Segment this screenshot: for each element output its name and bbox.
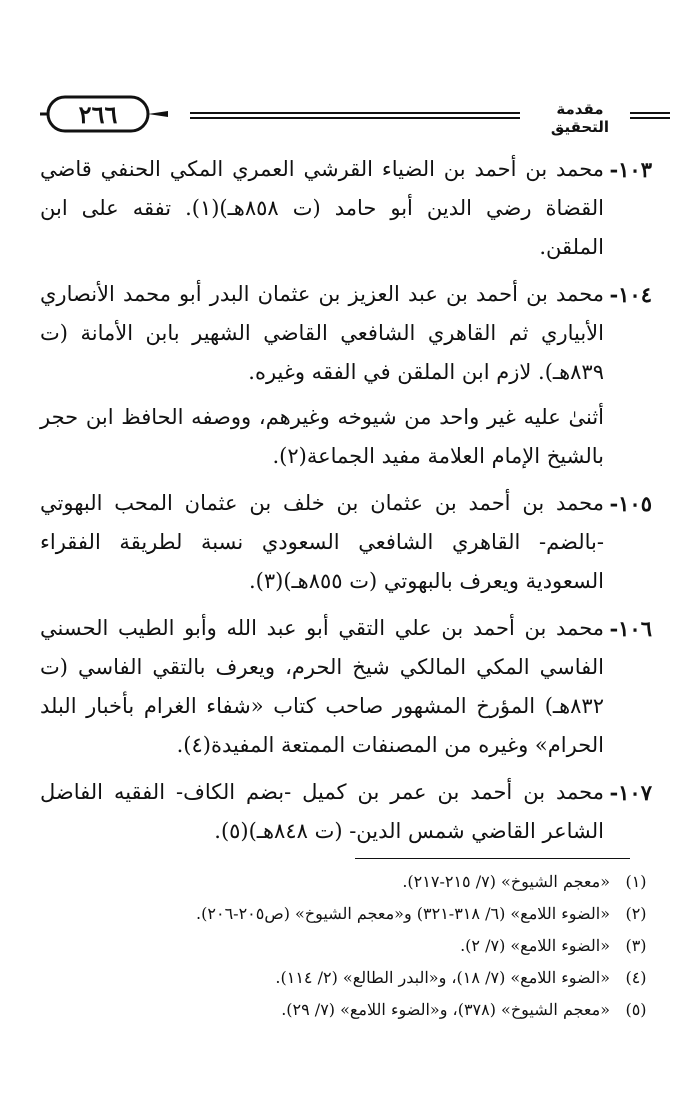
footnote-number: (١): [625, 872, 647, 891]
entry-extra-text: أثنىٰ عليه غير واحد من شيوخه وغيرهم، ووصفه الحافظ ابن حجر بالشيخ الإمام العلامة مفيد الجماعة(٢).: [40, 405, 604, 468]
header-title: مقدمة التحقيق: [550, 100, 610, 136]
entry-text: محمد بن أحمد بن عبد العزيز بن عثمان البدر أبو محمد الأنصاري الأبياري ثم القاهري الشافعي القاضي الشهير بابن الأمانة (ت ٨٣٩هـ). لازم ابن الملقن في الفقه وغيره.: [40, 282, 604, 384]
entry-number: ١٠٤-: [609, 282, 652, 307]
header-rule-short: [630, 112, 670, 114]
page-number: ٢٦٦: [78, 99, 118, 129]
entry-text: محمد بن أحمد بن الضياء القرشي العمري المكي الحنفي قاضي القضاة رضي الدين أبو حامد (ت ٨٥٨هـ)(١). تفقه على ابن الملقن.: [40, 157, 604, 259]
footnote: [40, 866, 652, 898]
footnote: [40, 994, 652, 1026]
footnote-separator: [355, 858, 630, 859]
footnote-text: «الضوء اللامع» (٧/ ٢).: [460, 936, 610, 955]
entry: [40, 609, 652, 765]
main-text: [40, 150, 652, 859]
footnote-number: (٥): [625, 1000, 647, 1019]
entry: [40, 275, 652, 476]
entry: [40, 773, 652, 851]
entry-number: ١٠٣-: [609, 157, 652, 182]
footnotes: [40, 866, 652, 1026]
footnote-text: «الضوء اللامع» (٧/ ١٨)، و«البدر الطالع» (٢/ ١١٤).: [275, 968, 610, 987]
footnote-number: (٣): [625, 936, 647, 955]
entry-number: ١٠٦-: [609, 616, 652, 641]
entry-text: محمد بن أحمد بن عمر بن كميل -بضم الكاف- الفقيه الفاضل الشاعر القاضي شمس الدين- (ت ٨٤٨هـ)(٥).: [40, 780, 604, 843]
footnote: [40, 962, 652, 994]
entry-number: ١٠٧-: [609, 780, 652, 805]
footnote-number: (٢): [625, 904, 647, 923]
page-number-ornament: [40, 94, 170, 134]
entry-number: ١٠٥-: [609, 491, 652, 516]
page-header: [40, 92, 640, 138]
footnote-number: (٤): [625, 968, 647, 987]
entry: [40, 484, 652, 601]
footnote: [40, 898, 652, 930]
entry-text: محمد بن أحمد بن علي التقي أبو عبد الله وأبو الطيب الحسني الفاسي المكي المالكي شيخ الحرم، ويعرف بالتقي الفاسي (ت ٨٣٢هـ) المؤرخ المشهور صاحب كتاب «شفاء الغرام بأخبار البلد الحرام» وغيره من المصنفات الممتعة المفيدة(٤).: [40, 616, 604, 757]
entry-text: محمد بن أحمد بن عثمان بن خلف بن عثمان المحب البهوتي -بالضم- القاهري الشافعي السعودي نسبة لطريقة الفقراء السعودية ويعرف بالبهوتي (ت ٨٥٥هـ)(٣).: [40, 491, 604, 593]
footnote-text: «معجم الشيوخ» (٣٧٨)، و«الضوء اللامع» (٧/ ٢٩).: [281, 1000, 610, 1019]
entry: [40, 150, 652, 267]
footnote-text: «الضوء اللامع» (٦/ ٣١٨-٣٢١) و«معجم الشيوخ» (ص٢٠٥-٢٠٦).: [196, 904, 610, 923]
footnote-text: «معجم الشيوخ» (٧/ ٢١٥-٢١٧).: [402, 872, 610, 891]
footnote: [40, 930, 652, 962]
header-rule: [190, 112, 520, 114]
